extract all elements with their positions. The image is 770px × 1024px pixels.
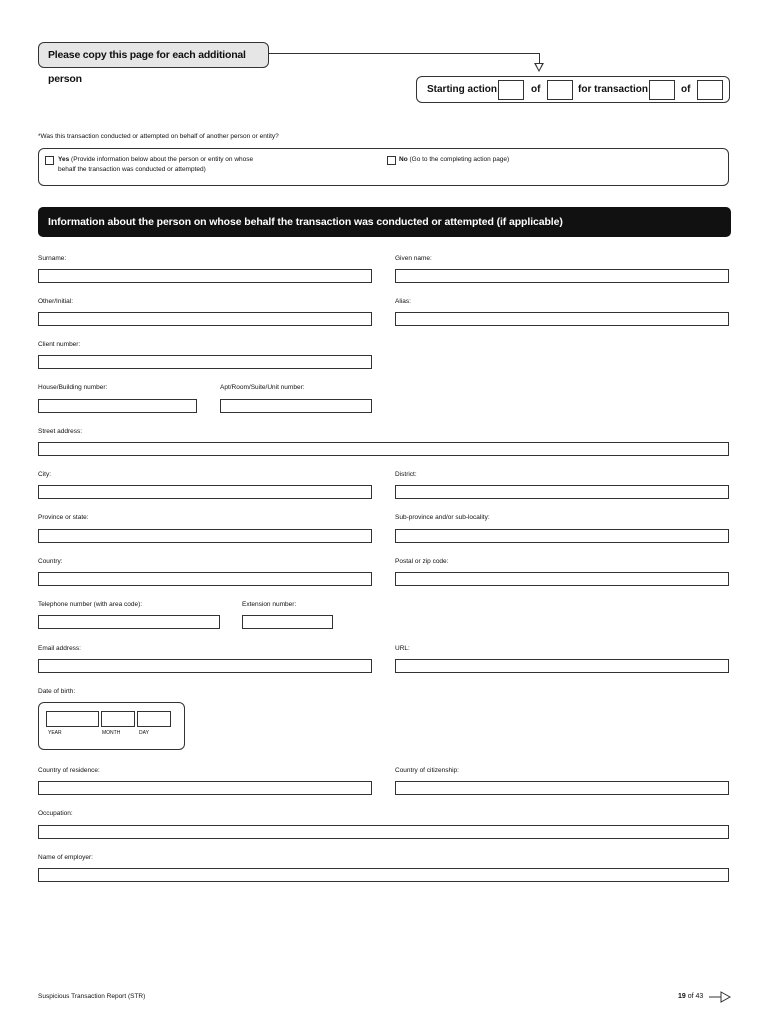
- sub-province-label: Sub-province and/or sub-locality:: [395, 514, 490, 521]
- alias-label: Alias:: [395, 298, 411, 305]
- country-field[interactable]: [38, 572, 372, 586]
- page-number: [678, 993, 703, 1000]
- employer-label: Name of employer:: [38, 854, 93, 861]
- page-current: 19: [678, 993, 686, 1000]
- dob-month-label: MONTH: [102, 730, 121, 736]
- yes-description: (Provide information below about the person or entity on whose: [69, 156, 254, 163]
- starting-action-input[interactable]: [498, 80, 524, 100]
- house-number-field[interactable]: [38, 399, 197, 413]
- country-residence-field[interactable]: [38, 781, 372, 795]
- occupation-label: Occupation:: [38, 810, 73, 817]
- yes-description-cont: behalf the transaction was conducted or attempted): [58, 166, 206, 173]
- email-label: Email address:: [38, 645, 81, 652]
- dob-month-field[interactable]: [101, 711, 135, 727]
- next-page-arrow-icon: [709, 990, 733, 1004]
- no-description: (Go to the completing action page): [407, 156, 510, 163]
- report-name: Suspicious Transaction Report (STR): [38, 993, 146, 1000]
- of-label-2: of: [681, 84, 691, 95]
- country-citizenship-field[interactable]: [395, 781, 729, 795]
- country-residence-label: Country of residence:: [38, 767, 100, 774]
- for-transaction-label: for transaction: [578, 84, 649, 95]
- alias-field[interactable]: [395, 312, 729, 326]
- client-number-label: Client number:: [38, 341, 81, 348]
- action-total-input[interactable]: [547, 80, 573, 100]
- down-arrow-icon-inner: [536, 64, 542, 70]
- telephone-field[interactable]: [38, 615, 220, 629]
- country-citizenship-label: Country of citizenship:: [395, 767, 459, 774]
- district-label: District:: [395, 471, 417, 478]
- dob-label: Date of birth:: [38, 688, 76, 695]
- extension-field[interactable]: [242, 615, 333, 629]
- postal-code-field[interactable]: [395, 572, 729, 586]
- email-field[interactable]: [38, 659, 372, 673]
- other-initial-field[interactable]: [38, 312, 372, 326]
- no-label: No: [399, 156, 408, 163]
- house-number-label: House/Building number:: [38, 384, 108, 391]
- given-name-field[interactable]: [395, 269, 729, 283]
- of-label-1: of: [531, 84, 541, 95]
- connector-line: [269, 53, 540, 54]
- street-address-field[interactable]: [38, 442, 729, 456]
- country-label: Country:: [38, 558, 63, 565]
- url-label: URL:: [395, 645, 410, 652]
- city-label: City:: [38, 471, 51, 478]
- province-label: Province or state:: [38, 514, 89, 521]
- apt-number-label: Apt/Room/Suite/Unit number:: [220, 384, 305, 391]
- extension-label: Extension number:: [242, 601, 297, 608]
- given-name-label: Given name:: [395, 255, 432, 262]
- yes-label: Yes: [58, 156, 70, 163]
- dob-day-label: DAY: [139, 730, 149, 736]
- behalf-question: *Was this transaction conducted or attempted on behalf of another person or entity?: [38, 133, 279, 140]
- transaction-total-input[interactable]: [697, 80, 723, 100]
- apt-number-field[interactable]: [220, 399, 372, 413]
- yes-checkbox[interactable]: [45, 156, 54, 165]
- dob-year-label: YEAR: [48, 730, 62, 736]
- other-initial-label: Other/Initial:: [38, 298, 74, 305]
- dob-year-field[interactable]: [46, 711, 99, 727]
- sub-province-field[interactable]: [395, 529, 729, 543]
- surname-label: Surname:: [38, 255, 67, 262]
- starting-action-label: Starting action: [427, 84, 498, 95]
- postal-code-label: Postal or zip code:: [395, 558, 449, 565]
- surname-field[interactable]: [38, 269, 372, 283]
- province-field[interactable]: [38, 529, 372, 543]
- employer-field[interactable]: [38, 868, 729, 882]
- client-number-field[interactable]: [38, 355, 372, 369]
- url-field[interactable]: [395, 659, 729, 673]
- telephone-label: Telephone number (with area code):: [38, 601, 143, 608]
- no-checkbox[interactable]: [387, 156, 396, 165]
- no-option: [399, 155, 509, 165]
- city-field[interactable]: [38, 485, 372, 499]
- dob-day-field[interactable]: [137, 711, 171, 727]
- transaction-number-input[interactable]: [649, 80, 675, 100]
- page-total: of 43: [685, 993, 704, 1000]
- occupation-field[interactable]: [38, 825, 729, 839]
- street-address-label: Street address:: [38, 428, 83, 435]
- district-field[interactable]: [395, 485, 729, 499]
- yes-option: [58, 155, 253, 175]
- section-header: Information about the person on whose behalf the transaction was conducted or attempted (if applicable): [38, 207, 731, 237]
- copy-page-note: Please copy this page for each additional person: [38, 42, 269, 68]
